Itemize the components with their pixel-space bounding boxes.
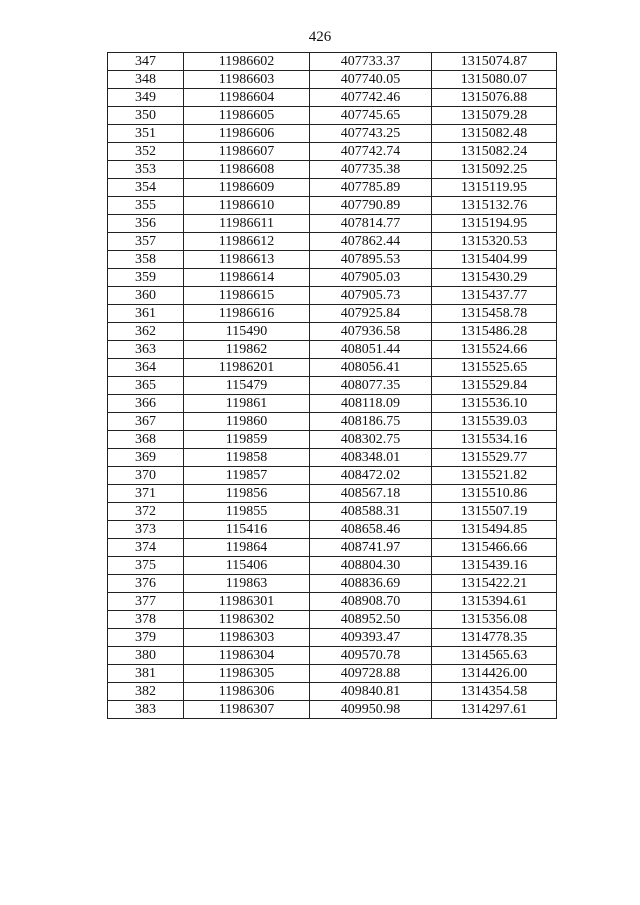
y-coordinate-cell: 1315080.07 bbox=[432, 71, 557, 89]
x-coordinate-cell: 407785.89 bbox=[310, 179, 432, 197]
x-coordinate-cell: 407745.65 bbox=[310, 107, 432, 125]
point-number-cell: 363 bbox=[108, 341, 184, 359]
x-coordinate-cell: 407905.73 bbox=[310, 287, 432, 305]
point-number-cell: 364 bbox=[108, 359, 184, 377]
point-id-cell: 115490 bbox=[184, 323, 310, 341]
table-row bbox=[108, 143, 557, 161]
table-row bbox=[108, 161, 557, 179]
point-number-cell: 355 bbox=[108, 197, 184, 215]
y-coordinate-cell: 1315074.87 bbox=[432, 53, 557, 71]
point-id-cell: 115416 bbox=[184, 521, 310, 539]
point-number-cell: 366 bbox=[108, 395, 184, 413]
y-coordinate-cell: 1315458.78 bbox=[432, 305, 557, 323]
table-row bbox=[108, 485, 557, 503]
point-id-cell: 11986606 bbox=[184, 125, 310, 143]
y-coordinate-cell: 1315521.82 bbox=[432, 467, 557, 485]
y-coordinate-cell: 1315536.10 bbox=[432, 395, 557, 413]
point-id-cell: 11986610 bbox=[184, 197, 310, 215]
x-coordinate-cell: 408186.75 bbox=[310, 413, 432, 431]
point-id-cell: 11986605 bbox=[184, 107, 310, 125]
x-coordinate-cell: 408472.02 bbox=[310, 467, 432, 485]
point-id-cell: 119857 bbox=[184, 467, 310, 485]
point-id-cell: 119862 bbox=[184, 341, 310, 359]
table-row bbox=[108, 557, 557, 575]
y-coordinate-cell: 1314354.58 bbox=[432, 683, 557, 701]
point-id-cell: 115479 bbox=[184, 377, 310, 395]
x-coordinate-cell: 407743.25 bbox=[310, 125, 432, 143]
point-id-cell: 11986603 bbox=[184, 71, 310, 89]
point-id-cell: 11986302 bbox=[184, 611, 310, 629]
x-coordinate-cell: 408567.18 bbox=[310, 485, 432, 503]
table-row bbox=[108, 467, 557, 485]
point-number-cell: 379 bbox=[108, 629, 184, 647]
x-coordinate-cell: 407742.74 bbox=[310, 143, 432, 161]
y-coordinate-cell: 1315466.66 bbox=[432, 539, 557, 557]
x-coordinate-cell: 407936.58 bbox=[310, 323, 432, 341]
table-row bbox=[108, 575, 557, 593]
table-row bbox=[108, 683, 557, 701]
point-id-cell: 119855 bbox=[184, 503, 310, 521]
x-coordinate-cell: 407742.46 bbox=[310, 89, 432, 107]
table-row bbox=[108, 395, 557, 413]
point-number-cell: 357 bbox=[108, 233, 184, 251]
x-coordinate-cell: 407862.44 bbox=[310, 233, 432, 251]
point-id-cell: 11986604 bbox=[184, 89, 310, 107]
table-row bbox=[108, 701, 557, 719]
point-number-cell: 382 bbox=[108, 683, 184, 701]
x-coordinate-cell: 408658.46 bbox=[310, 521, 432, 539]
point-id-cell: 119860 bbox=[184, 413, 310, 431]
table-row bbox=[108, 197, 557, 215]
table-row bbox=[108, 413, 557, 431]
table-row bbox=[108, 521, 557, 539]
y-coordinate-cell: 1315404.99 bbox=[432, 251, 557, 269]
y-coordinate-cell: 1314426.00 bbox=[432, 665, 557, 683]
point-id-cell: 115406 bbox=[184, 557, 310, 575]
table-row bbox=[108, 89, 557, 107]
y-coordinate-cell: 1315430.29 bbox=[432, 269, 557, 287]
point-number-cell: 383 bbox=[108, 701, 184, 719]
point-number-cell: 359 bbox=[108, 269, 184, 287]
table-row bbox=[108, 233, 557, 251]
point-number-cell: 356 bbox=[108, 215, 184, 233]
x-coordinate-cell: 407740.05 bbox=[310, 71, 432, 89]
table-row bbox=[108, 341, 557, 359]
x-coordinate-cell: 407735.38 bbox=[310, 161, 432, 179]
y-coordinate-cell: 1315439.16 bbox=[432, 557, 557, 575]
y-coordinate-cell: 1315079.28 bbox=[432, 107, 557, 125]
point-id-cell: 11986609 bbox=[184, 179, 310, 197]
point-number-cell: 375 bbox=[108, 557, 184, 575]
y-coordinate-cell: 1315524.66 bbox=[432, 341, 557, 359]
y-coordinate-cell: 1315320.53 bbox=[432, 233, 557, 251]
point-number-cell: 360 bbox=[108, 287, 184, 305]
x-coordinate-cell: 409570.78 bbox=[310, 647, 432, 665]
table-row bbox=[108, 215, 557, 233]
x-coordinate-cell: 409393.47 bbox=[310, 629, 432, 647]
table-row bbox=[108, 305, 557, 323]
point-number-cell: 353 bbox=[108, 161, 184, 179]
y-coordinate-cell: 1315486.28 bbox=[432, 323, 557, 341]
table-row bbox=[108, 71, 557, 89]
x-coordinate-cell: 408302.75 bbox=[310, 431, 432, 449]
point-number-cell: 365 bbox=[108, 377, 184, 395]
y-coordinate-cell: 1315507.19 bbox=[432, 503, 557, 521]
x-coordinate-cell: 408077.35 bbox=[310, 377, 432, 395]
point-id-cell: 11986301 bbox=[184, 593, 310, 611]
point-id-cell: 11986612 bbox=[184, 233, 310, 251]
table-row bbox=[108, 287, 557, 305]
point-id-cell: 11986614 bbox=[184, 269, 310, 287]
y-coordinate-cell: 1315356.08 bbox=[432, 611, 557, 629]
point-number-cell: 358 bbox=[108, 251, 184, 269]
y-coordinate-cell: 1314778.35 bbox=[432, 629, 557, 647]
point-id-cell: 11986611 bbox=[184, 215, 310, 233]
point-number-cell: 369 bbox=[108, 449, 184, 467]
x-coordinate-cell: 408741.97 bbox=[310, 539, 432, 557]
x-coordinate-cell: 408348.01 bbox=[310, 449, 432, 467]
point-number-cell: 378 bbox=[108, 611, 184, 629]
point-number-cell: 351 bbox=[108, 125, 184, 143]
point-id-cell: 11986616 bbox=[184, 305, 310, 323]
y-coordinate-cell: 1315525.65 bbox=[432, 359, 557, 377]
x-coordinate-cell: 407905.03 bbox=[310, 269, 432, 287]
x-coordinate-cell: 409840.81 bbox=[310, 683, 432, 701]
table-row bbox=[108, 449, 557, 467]
point-number-cell: 367 bbox=[108, 413, 184, 431]
point-number-cell: 372 bbox=[108, 503, 184, 521]
y-coordinate-cell: 1315076.88 bbox=[432, 89, 557, 107]
y-coordinate-cell: 1314297.61 bbox=[432, 701, 557, 719]
point-number-cell: 349 bbox=[108, 89, 184, 107]
point-id-cell: 119858 bbox=[184, 449, 310, 467]
point-id-cell: 11986307 bbox=[184, 701, 310, 719]
y-coordinate-cell: 1315194.95 bbox=[432, 215, 557, 233]
x-coordinate-cell: 407733.37 bbox=[310, 53, 432, 71]
point-number-cell: 370 bbox=[108, 467, 184, 485]
page-number: 426 bbox=[308, 29, 332, 45]
point-id-cell: 119861 bbox=[184, 395, 310, 413]
point-number-cell: 348 bbox=[108, 71, 184, 89]
x-coordinate-cell: 408588.31 bbox=[310, 503, 432, 521]
table-row bbox=[108, 377, 557, 395]
table-row bbox=[108, 179, 557, 197]
y-coordinate-cell: 1315529.84 bbox=[432, 377, 557, 395]
y-coordinate-cell: 1315534.16 bbox=[432, 431, 557, 449]
table-row bbox=[108, 251, 557, 269]
table-row bbox=[108, 323, 557, 341]
table-row bbox=[108, 593, 557, 611]
y-coordinate-cell: 1315132.76 bbox=[432, 197, 557, 215]
point-number-cell: 374 bbox=[108, 539, 184, 557]
y-coordinate-cell: 1315510.86 bbox=[432, 485, 557, 503]
point-number-cell: 380 bbox=[108, 647, 184, 665]
table-row bbox=[108, 269, 557, 287]
x-coordinate-cell: 407790.89 bbox=[310, 197, 432, 215]
point-id-cell: 11986201 bbox=[184, 359, 310, 377]
point-id-cell: 11986602 bbox=[184, 53, 310, 71]
point-id-cell: 11986613 bbox=[184, 251, 310, 269]
point-number-cell: 377 bbox=[108, 593, 184, 611]
point-number-cell: 368 bbox=[108, 431, 184, 449]
coordinates-table-body bbox=[108, 53, 557, 719]
point-id-cell: 119863 bbox=[184, 575, 310, 593]
point-number-cell: 362 bbox=[108, 323, 184, 341]
x-coordinate-cell: 407925.84 bbox=[310, 305, 432, 323]
point-number-cell: 376 bbox=[108, 575, 184, 593]
y-coordinate-cell: 1315394.61 bbox=[432, 593, 557, 611]
point-number-cell: 371 bbox=[108, 485, 184, 503]
y-coordinate-cell: 1315082.24 bbox=[432, 143, 557, 161]
point-id-cell: 11986607 bbox=[184, 143, 310, 161]
table-row bbox=[108, 611, 557, 629]
table-row bbox=[108, 629, 557, 647]
y-coordinate-cell: 1315494.85 bbox=[432, 521, 557, 539]
x-coordinate-cell: 408836.69 bbox=[310, 575, 432, 593]
table-row bbox=[108, 503, 557, 521]
x-coordinate-cell: 408908.70 bbox=[310, 593, 432, 611]
table-row bbox=[108, 107, 557, 125]
point-number-cell: 352 bbox=[108, 143, 184, 161]
x-coordinate-cell: 408118.09 bbox=[310, 395, 432, 413]
x-coordinate-cell: 408051.44 bbox=[310, 341, 432, 359]
y-coordinate-cell: 1315082.48 bbox=[432, 125, 557, 143]
y-coordinate-cell: 1315437.77 bbox=[432, 287, 557, 305]
x-coordinate-cell: 409728.88 bbox=[310, 665, 432, 683]
point-id-cell: 11986615 bbox=[184, 287, 310, 305]
y-coordinate-cell: 1315422.21 bbox=[432, 575, 557, 593]
table-row bbox=[108, 125, 557, 143]
x-coordinate-cell: 408952.50 bbox=[310, 611, 432, 629]
x-coordinate-cell: 409950.98 bbox=[310, 701, 432, 719]
y-coordinate-cell: 1315092.25 bbox=[432, 161, 557, 179]
table-row bbox=[108, 53, 557, 71]
point-id-cell: 11986303 bbox=[184, 629, 310, 647]
x-coordinate-cell: 408804.30 bbox=[310, 557, 432, 575]
point-number-cell: 354 bbox=[108, 179, 184, 197]
x-coordinate-cell: 407814.77 bbox=[310, 215, 432, 233]
y-coordinate-cell: 1314565.63 bbox=[432, 647, 557, 665]
point-id-cell: 11986304 bbox=[184, 647, 310, 665]
x-coordinate-cell: 407895.53 bbox=[310, 251, 432, 269]
table-row bbox=[108, 665, 557, 683]
point-number-cell: 361 bbox=[108, 305, 184, 323]
table-row bbox=[108, 431, 557, 449]
point-number-cell: 381 bbox=[108, 665, 184, 683]
point-number-cell: 373 bbox=[108, 521, 184, 539]
point-number-cell: 347 bbox=[108, 53, 184, 71]
y-coordinate-cell: 1315119.95 bbox=[432, 179, 557, 197]
y-coordinate-cell: 1315529.77 bbox=[432, 449, 557, 467]
point-id-cell: 119856 bbox=[184, 485, 310, 503]
point-id-cell: 11986305 bbox=[184, 665, 310, 683]
point-id-cell: 11986608 bbox=[184, 161, 310, 179]
x-coordinate-cell: 408056.41 bbox=[310, 359, 432, 377]
point-id-cell: 119864 bbox=[184, 539, 310, 557]
table-row bbox=[108, 539, 557, 557]
point-id-cell: 11986306 bbox=[184, 683, 310, 701]
table-row bbox=[108, 647, 557, 665]
point-id-cell: 119859 bbox=[184, 431, 310, 449]
point-number-cell: 350 bbox=[108, 107, 184, 125]
table-row bbox=[108, 359, 557, 377]
coordinates-table bbox=[107, 52, 557, 719]
y-coordinate-cell: 1315539.03 bbox=[432, 413, 557, 431]
